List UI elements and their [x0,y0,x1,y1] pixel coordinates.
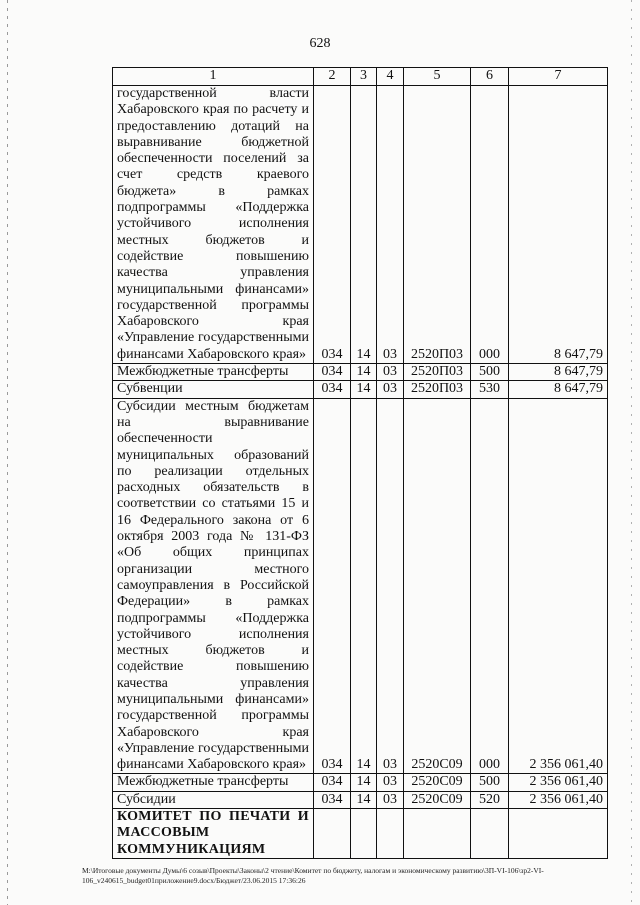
target-article-code: 2520С09 [404,774,471,791]
expense-name: Субсидии местным бюджетам на выравнивание обеспеченности муниципальных образований по реализации отдельных расходных обязательств в соответствии со статьями 15 и 16 Федерального закона от 6 октября 2003 года № 131-ФЗ «Об общих принципах организации местного самоуправления в Российской Федерации» в рамках подпрограммы «Поддержка устойчивого исполнения местных бюджетов и содействие повышению качества управления муниципальными финансами» государственной программы Хабаровского края «Управление государственными финансами Хабаровского края» [113,398,314,774]
ministry-code: 034 [314,86,351,364]
subsection-code: 03 [377,398,404,774]
target-article-code: 2520С09 [404,791,471,808]
subsection-code [377,809,404,859]
ministry-code: 034 [314,791,351,808]
header-cell: 2 [314,68,351,86]
file-path-footer: M:\Итоговые документы Думы\6 созыв\Проекты\Законы\2 чтение\Комитет по бюджету, налогам и экономическому развитию\3П-VI-106\зр2-VI-106_v240615_budget01приложение9.docx/Бюджет/23.06.2015 17:36:26 [82,866,544,885]
ministry-code: 034 [314,774,351,791]
section-code: 14 [351,86,377,364]
amount: 8 647,79 [509,364,608,381]
table-row [113,809,608,859]
header-cell: 5 [404,68,471,86]
table-row [113,86,608,364]
expense-name: Субвенции [113,381,314,398]
amount: 8 647,79 [509,86,608,364]
amount: 2 356 061,40 [509,791,608,808]
amount: 2 356 061,40 [509,774,608,791]
expense-type-code [471,809,509,859]
subsection-code: 03 [377,86,404,364]
target-article-code: 2520П03 [404,86,471,364]
scan-edge-left [7,0,8,905]
table-row [113,791,608,808]
subsection-code: 03 [377,381,404,398]
section-code: 14 [351,398,377,774]
section-code: 14 [351,774,377,791]
scan-edge-right [631,0,632,905]
expense-type-code: 000 [471,86,509,364]
header-cell: 3 [351,68,377,86]
header-cell: 1 [113,68,314,86]
amount [509,809,608,859]
subsection-code: 03 [377,774,404,791]
target-article-code: 2520П03 [404,381,471,398]
table-header-row [113,68,608,86]
subsection-code: 03 [377,364,404,381]
section-code: 14 [351,364,377,381]
expense-type-code: 500 [471,364,509,381]
expense-name: государственной власти Хабаровского края по расчету и предоставлению дотаций на выравнивание бюджетной обеспеченности поселений за счет средств краевого бюджета» в рамках подпрограммы «Поддержка устойчивого исполнения местных бюджетов и содействие повышению качества управления муниципальными финансами» государственной программы Хабаровского края «Управление государственными финансами Хабаровского края» [113,86,314,364]
header-cell: 4 [377,68,404,86]
section-heading: КОМИТЕТ ПО ПЕЧАТИ И МАССОВЫМ КОММУНИКАЦИЯМ [113,809,314,859]
target-article-code [404,809,471,859]
table-row [113,364,608,381]
section-code: 14 [351,791,377,808]
header-cell: 7 [509,68,608,86]
expense-type-code: 520 [471,791,509,808]
expense-name: Межбюджетные трансферты [113,774,314,791]
table-row [113,381,608,398]
expense-type-code: 530 [471,381,509,398]
expense-name: Субсидии [113,791,314,808]
ministry-code [314,809,351,859]
expense-name: Межбюджетные трансферты [113,364,314,381]
header-cell: 6 [471,68,509,86]
section-code: 14 [351,381,377,398]
section-code [351,809,377,859]
amount: 8 647,79 [509,381,608,398]
expense-type-code: 000 [471,398,509,774]
ministry-code: 034 [314,364,351,381]
subsection-code: 03 [377,791,404,808]
page-number: 628 [309,36,331,51]
ministry-code: 034 [314,398,351,774]
table-row [113,774,608,791]
table-row [113,398,608,774]
target-article-code: 2520С09 [404,398,471,774]
target-article-code: 2520П03 [404,364,471,381]
amount: 2 356 061,40 [509,398,608,774]
expense-type-code: 500 [471,774,509,791]
ministry-code: 034 [314,381,351,398]
budget-table [112,67,608,859]
